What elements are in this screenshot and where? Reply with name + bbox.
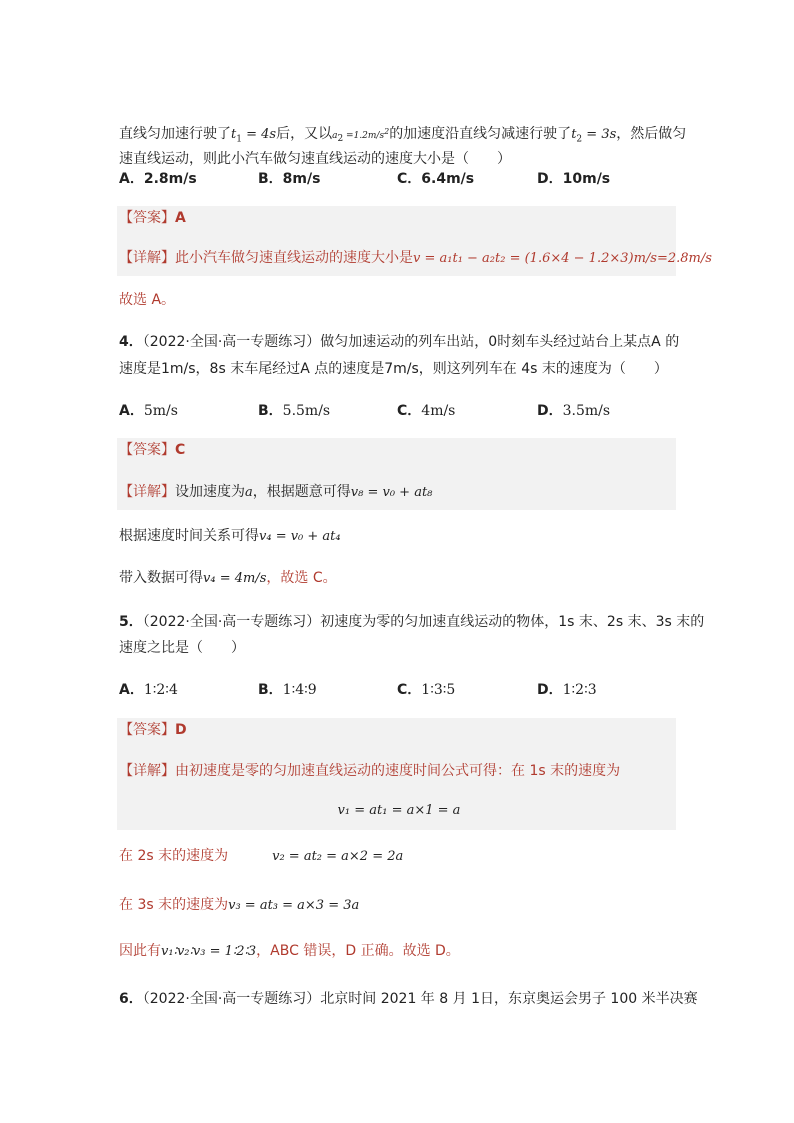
q5-option-d[interactable]: D．1∶2∶3: [537, 682, 597, 698]
q3-detail: 【详解】此小汽车做匀速直线运动的速度大小是v = a₁t₁ − a₂t₂ = (1.6×4 − 1.2×3)m/s=2.8m/s: [119, 250, 712, 266]
q3-detail-formula: v = a₁t₁ − a₂t₂ = (1.6×4 − 1.2×3)m/s=2.8m/s: [413, 251, 712, 266]
q5-stem-line1: 5．（2022·全国·高一专题练习）初速度为零的匀加速直线运动的物体，1s 末、2s 末、3s 末的: [119, 614, 705, 630]
q4-option-a[interactable]: A．5m/s: [119, 403, 178, 419]
q3-options: [119, 168, 679, 188]
q3-stem-line2: 速直线运动，则此小汽车做匀速直线运动的速度大小是（ ）: [119, 151, 511, 167]
q5-detail-formula-line: [119, 800, 679, 821]
q5-line4-formula: v₁∶v₂∶v₃ = 1∶2∶3: [161, 944, 257, 959]
q3-t1: $t_1 = 4s$: [231, 127, 277, 145]
q5-line4: 因此有v₁∶v₂∶v₃ = 1∶2∶3，ABC 错误，D 正确。故选 D。: [119, 943, 460, 959]
q4-detail-formula: v₈ = v₀ + at₈: [350, 485, 433, 500]
q4-detail: 【详解】设加速度为a，根据题意可得v₈ = v₀ + at₈: [119, 484, 433, 500]
q3-text: 的加速度沿直线匀减速行驶了: [389, 126, 572, 142]
q3-text: 后，又以: [276, 126, 333, 142]
q4-line3: 带入数据可得v₄ = 4m/s，故选 C。: [119, 570, 337, 586]
q5-line2: 在 2s 末的速度为 v₂ = at₂ = a×2 = 2a: [119, 848, 404, 864]
q5-detail: 【详解】由初速度是零的匀加速直线运动的速度时间公式可得：在 1s 末的速度为: [119, 763, 621, 779]
q5-detail-formula: v₁ = at₁ = a×1 = a: [337, 803, 461, 818]
q3-option-c[interactable]: C．6.4m/s: [397, 171, 475, 187]
q3-t2: $t_2 = 3s$: [571, 127, 617, 145]
q4-line2: 根据速度时间关系可得v₄ = v₀ + at₄: [119, 528, 341, 544]
q3-option-d[interactable]: D．10m/s: [537, 171, 611, 187]
q4-line2-formula: v₄ = v₀ + at₄: [259, 529, 341, 544]
q5-option-c[interactable]: C．1∶3∶5: [397, 682, 456, 698]
q5-line3: 在 3s 末的速度为v₃ = at₃ = a×3 = 3a: [119, 897, 360, 913]
q6-stem-line1: 6．（2022·全国·高一专题练习）北京时间 2021 年 8 月 1日，东京奥运会男子 100 米半决赛: [119, 991, 698, 1007]
q5-answer: 【答案】D: [119, 722, 187, 738]
q4-option-b[interactable]: B．5.5m/s: [258, 403, 331, 419]
q3-option-b[interactable]: B．8m/s: [258, 171, 321, 187]
q5-options: [119, 679, 679, 699]
q3-answer: 【答案】A: [119, 210, 186, 226]
q4-stem-line1: 4．（2022·全国·高一专题练习）做匀加速运动的列车出站，0时刻车头经过站台上某点A 的: [119, 334, 680, 350]
q4-stem-line2: 速度是1m/s，8s 末车尾经过A 点的速度是7m/s，则这列列车在 4s 末的速度为（ ）: [119, 361, 668, 377]
q3-text: 直线匀加速行驶了: [119, 126, 231, 142]
q5-line3-formula: v₃ = at₃ = a×3 = 3a: [228, 898, 360, 913]
q5-stem-line2: 速度之比是（ ）: [119, 640, 245, 656]
q4-options: [119, 400, 679, 420]
q4-line3-formula: v₄ = 4m/s: [203, 571, 267, 586]
q5-option-b[interactable]: B．1∶4∶9: [258, 682, 317, 698]
q4-option-d[interactable]: D．3.5m/s: [537, 403, 611, 419]
q3-text: ，然后做匀: [616, 126, 687, 142]
q5-line2-formula: v₂ = at₂ = a×2 = 2a: [272, 849, 404, 864]
q3-stem-line1: [119, 122, 687, 150]
q3-a2: $a_2 =1.2m/s^2$: [332, 127, 390, 144]
q4-option-c[interactable]: C．4m/s: [397, 403, 456, 419]
q3-conclusion: 故选 A。: [119, 292, 176, 308]
q4-answer: 【答案】C: [119, 442, 186, 458]
q3-option-a[interactable]: A．2.8m/s: [119, 171, 197, 187]
q5-option-a[interactable]: A．1∶2∶4: [119, 682, 178, 698]
